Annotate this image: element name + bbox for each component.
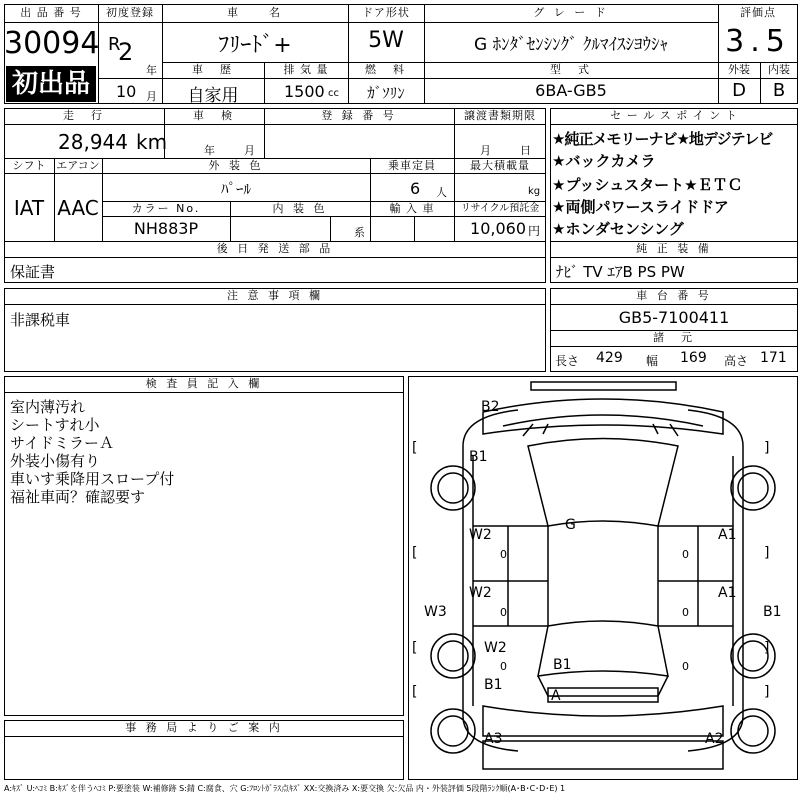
insp-year-unit: 年	[204, 144, 215, 157]
door-type: 5W	[368, 28, 404, 53]
notes-label: 注 意 事 項 欄	[227, 289, 323, 302]
capacity-unit: 人	[436, 186, 447, 199]
ac-label: エアコン	[56, 159, 100, 172]
height-value: 171	[760, 350, 787, 366]
model-code: 6BA-GB5	[535, 81, 607, 100]
color-label: 外 装 色	[208, 159, 264, 172]
bracket-mark: [	[412, 545, 418, 561]
bracket-mark: ]	[764, 640, 770, 656]
mileage-label: 走 行	[63, 109, 105, 122]
dimensions-label: 諸 元	[653, 331, 695, 344]
equipment-value: ﾅﾋﾞ TV ｴｱB PS PW	[556, 263, 685, 281]
damage-mark: W2	[469, 527, 492, 543]
office-label: 事 務 局 よ り ご 案 内	[125, 721, 283, 734]
bracket-mark: [	[412, 684, 418, 700]
history-label: 車 歴	[192, 63, 234, 76]
transfer-label: 譲渡書類期限	[464, 109, 536, 122]
load-unit: kg	[528, 186, 541, 197]
recycle-label: リサイクル預託金	[460, 203, 540, 214]
mileage-unit: km	[136, 130, 168, 154]
height-label: 高さ	[724, 354, 749, 368]
damage-mark: W2	[484, 640, 507, 656]
lot-number: 30094	[4, 26, 100, 61]
damage-mark: A3	[484, 731, 503, 747]
damage-mark: A1	[718, 585, 737, 601]
grade-label: グ レ ー ド	[533, 6, 609, 19]
month-unit: 月	[146, 90, 157, 103]
displacement-label: 排 気 量	[283, 63, 329, 76]
zero-mark: 0	[500, 606, 507, 619]
damage-mark: A	[551, 688, 561, 704]
zero-mark: 0	[500, 548, 507, 561]
inspector-note: 外装小傷有り	[10, 452, 101, 470]
interior-grade: B	[772, 80, 786, 101]
damage-mark: B1	[553, 657, 572, 673]
recycle-unit: 円	[528, 224, 541, 238]
width-value: 169	[680, 350, 707, 366]
shift: IAT	[13, 196, 45, 220]
reg-year: 2	[118, 38, 134, 66]
era: R	[108, 34, 121, 55]
color-no-label: カラー No.	[131, 202, 201, 215]
displacement-unit: cc	[328, 88, 339, 99]
fuel: ｶﾞｿﾘﾝ	[367, 84, 405, 102]
int-color-label: 内 装 色	[272, 202, 328, 215]
bracket-mark: ]	[764, 545, 770, 561]
model-label: 型 式	[550, 63, 592, 76]
damage-mark: W3	[424, 604, 447, 620]
history: 自家用	[187, 86, 239, 106]
zero-mark: 0	[682, 548, 689, 561]
rating-label: 評価点	[740, 6, 776, 19]
recycle-fee: 10,060	[470, 219, 526, 238]
chassis-number: GB5-7100411	[618, 308, 730, 327]
grade: G ﾎﾝﾀﾞｾﾝｼﾝｸﾞ ｸﾙﾏｲｽｼﾖｳｼｬ	[474, 35, 668, 55]
sales-point-item: ★両側パワースライドドア	[552, 198, 729, 216]
inspector-note: 福祉車両？確認要す	[10, 488, 146, 506]
interior-label: 内装	[768, 63, 790, 76]
width-label: 幅	[646, 354, 659, 368]
exterior-label: 外装	[728, 63, 750, 76]
legend: A:ｷｽﾞ U:ﾍｺﾐ B:ｷｽﾞを伴うﾍｺﾐ P:要塗装 W:補修跡 S:錆 C:腐食、穴 G:ﾌﾛﾝﾄｶﾞﾗｽ点ｷｽﾞ XX:交換済み X:要交換 欠:欠品 内・外装評価 5段階ﾗﾝｸ順(A･B･C･D･E) 1	[4, 784, 566, 793]
later-parts-label: 後 日 発 送 部 品	[216, 242, 334, 255]
later-parts-value: 保証書	[10, 263, 56, 281]
car-name: ﾌﾘｰﾄﾞ+	[218, 33, 292, 58]
notes-value: 非課税車	[10, 311, 71, 329]
air-conditioner: AAC	[57, 196, 99, 220]
lot-no-label: 出 品 番 号	[20, 6, 82, 19]
damage-mark: B2	[481, 399, 500, 415]
damage-mark: W2	[469, 585, 492, 601]
length-label: 長さ	[555, 354, 580, 368]
sales-points-label: セ ー ル ス ポ イ ン ト	[610, 109, 738, 122]
inspection-label: 車 検	[193, 109, 235, 122]
transfer-month-unit: 月	[480, 144, 491, 157]
damage-mark: A2	[705, 731, 724, 747]
fuel-label: 燃 料	[365, 63, 407, 76]
zero-mark: 0	[682, 660, 689, 673]
transfer-day-unit: 日	[520, 144, 531, 157]
body-color: ﾊﾟｰﾙ	[220, 180, 251, 198]
int-color-unit: 系	[354, 226, 365, 239]
damage-mark: G	[565, 517, 576, 533]
zero-mark: 0	[682, 606, 689, 619]
inspector-note: 室内薄汚れ	[10, 398, 86, 416]
length-value: 429	[596, 350, 623, 366]
reg-no-label: 登 録 番 号	[321, 109, 397, 122]
door-label: ドア形状	[362, 6, 410, 19]
sales-point-item: ★バックカメラ	[552, 152, 656, 170]
year-unit: 年	[146, 64, 157, 77]
reg-month: 10	[116, 82, 137, 101]
insp-month-unit: 月	[244, 144, 255, 157]
capacity: 6	[410, 179, 421, 198]
inspector-note: 車いす乗降用スロープ付	[10, 470, 175, 488]
car-diagram	[408, 376, 798, 780]
exterior-grade: D	[732, 80, 746, 101]
damage-mark: B1	[763, 604, 782, 620]
bracket-mark: [	[412, 440, 418, 456]
sales-point-item: ★ホンダセンシング	[552, 220, 684, 238]
rating-score: 3.5	[725, 24, 791, 59]
zero-mark: 0	[500, 660, 507, 673]
import-label: 輸 入 車	[389, 202, 435, 215]
load-label: 最大積載量	[470, 159, 530, 172]
first-reg-label: 初度登録	[106, 6, 154, 19]
damage-mark: A1	[718, 527, 737, 543]
displacement: 1500	[284, 82, 325, 101]
damage-mark: B1	[484, 677, 503, 693]
bracket-mark: ]	[764, 440, 770, 456]
first-listing-badge: 初出品	[6, 66, 96, 102]
bracket-mark: [	[412, 640, 418, 656]
inspector-note: サイドミラーＡ	[10, 434, 114, 452]
shift-label: シフト	[12, 159, 46, 172]
capacity-label: 乗車定員	[388, 159, 436, 172]
sales-point-item: ★純正メモリーナビ★地デジテレビ	[552, 130, 773, 148]
bracket-mark: ]	[764, 684, 770, 700]
chassis-label: 車 台 番 号	[636, 289, 712, 302]
mileage: 28,944	[58, 130, 128, 154]
equipment-label: 純 正 装 備	[636, 242, 712, 255]
inspector-note: シートすれ小	[10, 416, 100, 434]
sales-point-item: ★プッシュスタート★ＥＴＣ	[552, 176, 743, 194]
color-number: NH883P	[133, 219, 199, 238]
inspector-label: 検 査 員 記 入 欄	[145, 377, 263, 390]
car-name-label: 車 名	[227, 6, 283, 19]
damage-mark: B1	[469, 449, 488, 465]
